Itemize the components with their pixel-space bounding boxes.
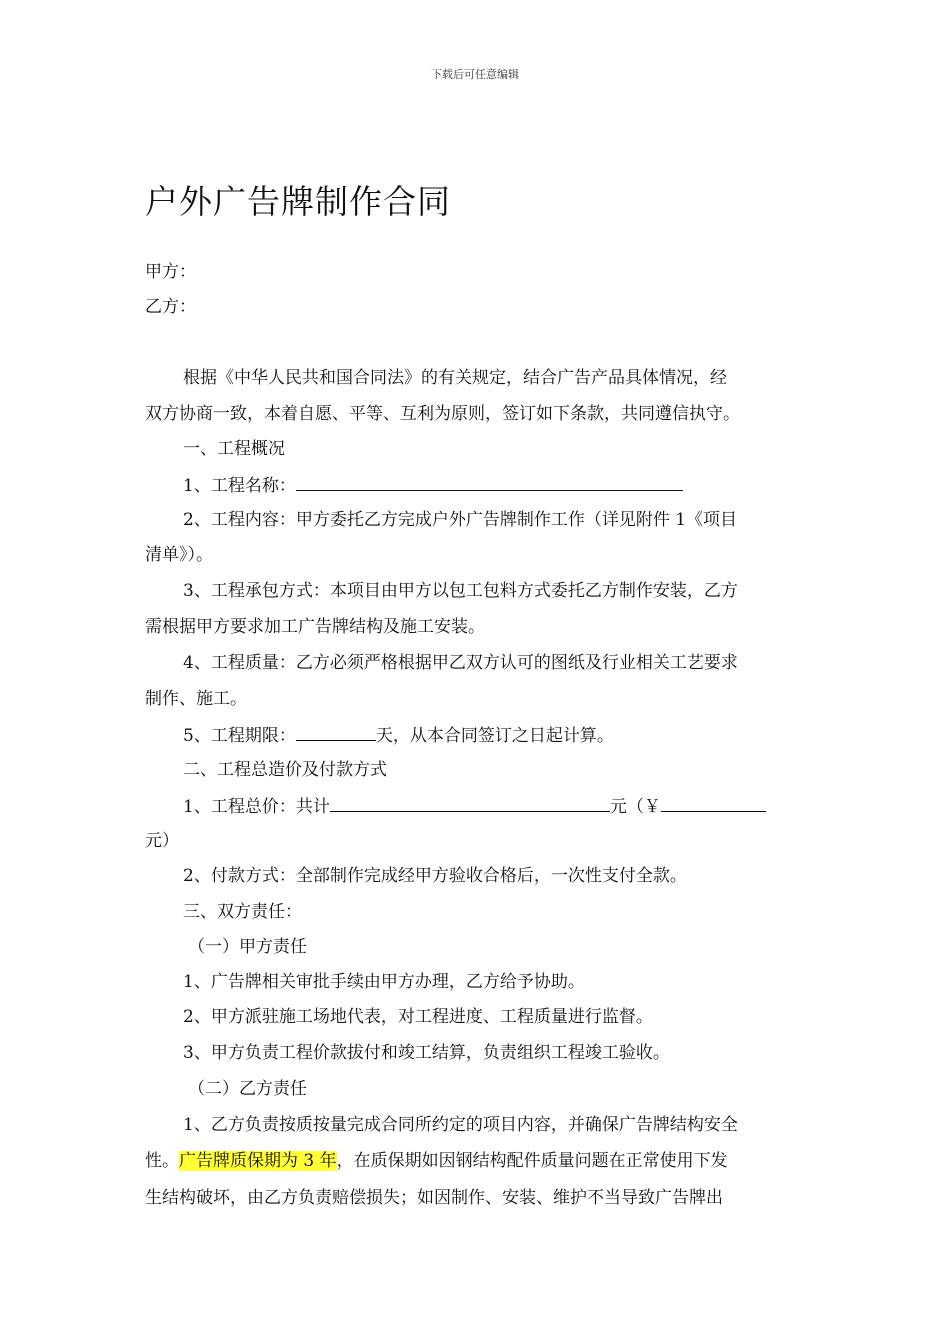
total-price-label: 1、工程总价：共计 (183, 797, 330, 817)
section-1-heading: 一、工程概况 (183, 439, 285, 459)
party-a-label: 甲方： (145, 262, 196, 282)
warranty-highlight: 广告牌质保期为 3 年 (179, 1151, 337, 1171)
project-content-line-1: 2、工程内容：甲方委托乙方完成户外广告牌制作工作（详见附件 1《项目 (183, 510, 738, 530)
section-2-heading: 二、工程总造价及付款方式 (183, 760, 387, 780)
intro-line-1: 根据《中华人民共和国合同法》的有关规定，结合广告产品具体情况，经 (183, 368, 727, 388)
party-b-duty-1-line-3: 生结构破坏，由乙方负责赔偿损失；如因制作、安装、维护不当导致广告牌出 (145, 1188, 723, 1208)
party-a-duty-2: 2、甲方派驻施工场地代表，对工程进度、工程质量进行监督。 (183, 1007, 653, 1027)
party-a-duty-1: 1、广告牌相关审批手续由甲方办理，乙方给予协助。 (183, 972, 585, 992)
total-price-unit: 元） (145, 831, 179, 851)
duration-line (183, 724, 810, 746)
project-content-line-2: 清单》）。 (145, 545, 213, 565)
total-price-currency: 元（￥ (609, 797, 661, 817)
contract-method-line-2: 需根据甲方要求加工广告牌结构及施工安装。 (145, 617, 485, 637)
party-b-duty-1-line-2 (145, 1151, 810, 1171)
quality-line-2: 制作、施工。 (145, 689, 247, 709)
duration-blank (296, 724, 376, 741)
duty-1-suffix: ，在质保期如因钢结构配件质量问题在正常使用下发 (336, 1151, 728, 1171)
section-3-heading: 三、双方责任： (183, 902, 302, 922)
project-name-blank (296, 474, 683, 491)
duration-label: 5、工程期限： (183, 726, 296, 746)
contract-title: 户外广告牌制作合同 (145, 182, 451, 221)
contract-method-line-1: 3、工程承包方式：本项目由甲方以包工包料方式委托乙方制作安装，乙方 (183, 581, 738, 601)
project-name-line (183, 474, 810, 496)
quality-line-1: 4、工程质量：乙方必须严格根据甲乙双方认可的图纸及行业相关工艺要求 (183, 653, 738, 673)
party-b-duties-heading: （二）乙方责任 (188, 1079, 307, 1099)
intro-line-2: 双方协商一致，本着自愿、平等、互利为原则，签订如下条款，共同遵信执守。 (145, 404, 740, 424)
duty-1-prefix: 性。 (145, 1151, 179, 1171)
party-a-duties-heading: （一）甲方责任 (188, 937, 307, 957)
party-a-duty-3: 3、甲方负责工程价款拔付和竣工结算，负责组织工程竣工验收。 (183, 1043, 670, 1063)
page-header: 下载后可任意编辑 (431, 68, 519, 81)
total-price-line (183, 795, 810, 817)
party-b-label: 乙方： (145, 297, 196, 317)
total-price-numeric-blank (661, 795, 766, 812)
party-b-duty-1-line-1: 1、乙方负责按质按量完成合同所约定的项目内容，并确保广告牌结构安全 (183, 1115, 738, 1135)
total-price-blank (330, 795, 610, 812)
project-name-label: 1、工程名称： (183, 476, 296, 496)
duration-suffix: 天，从本合同签订之日起计算。 (375, 726, 614, 746)
payment-method-line: 2、付款方式：全部制作完成经甲方验收合格后，一次性支付全款。 (183, 866, 687, 886)
